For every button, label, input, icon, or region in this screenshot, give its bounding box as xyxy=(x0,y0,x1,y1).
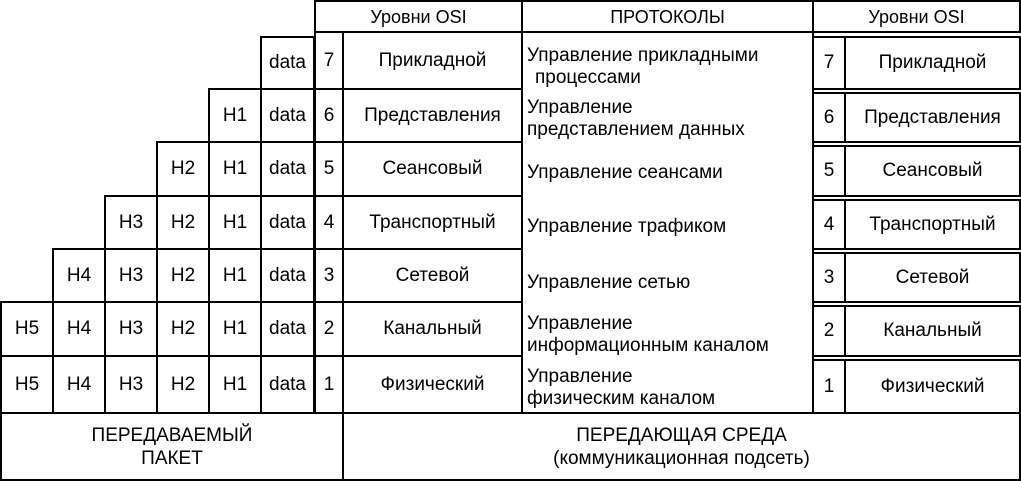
layer-name-left: Сеансовый xyxy=(342,141,523,197)
packet-header-cell: H2 xyxy=(156,248,210,303)
layer-name-left: Транспортный xyxy=(342,195,523,250)
transmission-medium-label: ПЕРЕДАЮЩАЯ СРЕДА (коммуникационная подсеть) xyxy=(342,412,1021,481)
layer-number-left: 7 xyxy=(314,31,344,90)
layer-number-left: 1 xyxy=(314,355,344,414)
layer-number-left: 2 xyxy=(314,301,344,357)
packet-header-cell: H3 xyxy=(104,301,158,357)
packet-header-cell: H4 xyxy=(52,301,106,357)
protocol-label: Управление прикладными процессами xyxy=(527,45,759,88)
packet-header-cell: H3 xyxy=(104,355,158,414)
layer-number-right: 5 xyxy=(812,145,846,197)
layer-name-right: Сетевой xyxy=(844,252,1021,303)
layer-name-left: Физический xyxy=(342,355,523,414)
layer-number-right: 2 xyxy=(812,305,846,357)
transmitted-packet-label: ПЕРЕДАВАЕМЫЙ ПАКЕТ xyxy=(0,412,344,481)
layer-number-right: 6 xyxy=(812,92,846,143)
layer-number-right: 7 xyxy=(812,36,846,90)
layer-name-right: Физический xyxy=(844,359,1021,414)
layer-number-left: 6 xyxy=(314,88,344,143)
packet-data-cell: data xyxy=(260,248,315,303)
packet-header-cell: H1 xyxy=(208,355,262,414)
layer-name-right: Транспортный xyxy=(844,199,1021,250)
layer-name-left: Представления xyxy=(342,88,523,143)
layer-number-right: 4 xyxy=(812,199,846,250)
packet-header-cell: H1 xyxy=(208,248,262,303)
layer-name-left: Канальный xyxy=(342,301,523,357)
header-osi-levels-left: Уровни OSI xyxy=(314,0,523,33)
packet-header-cell: H3 xyxy=(104,248,158,303)
layer-name-left: Прикладной xyxy=(342,31,523,90)
packet-header-cell: H4 xyxy=(52,248,106,303)
layer-number-right: 1 xyxy=(812,359,846,414)
packet-header-cell: H4 xyxy=(52,355,106,414)
layer-name-right: Представления xyxy=(844,92,1021,143)
packet-header-cell: H1 xyxy=(208,301,262,357)
protocol-label: Управление сетью xyxy=(527,272,691,293)
packet-header-cell: H2 xyxy=(156,355,210,414)
layer-name-right: Канальный xyxy=(844,305,1021,357)
protocol-label: Управление представлением данных xyxy=(527,97,745,140)
header-protocols: ПРОТОКОЛЫ xyxy=(521,0,814,33)
packet-header-cell: H1 xyxy=(208,195,262,250)
layer-name-left: Сетевой xyxy=(342,248,523,303)
layer-number-left: 4 xyxy=(314,195,344,250)
packet-header-cell: H5 xyxy=(0,301,54,357)
layer-number-left: 3 xyxy=(314,248,344,303)
packet-header-cell: H2 xyxy=(156,195,210,250)
packet-data-cell: data xyxy=(260,301,315,357)
protocol-label: Управление информационным каналом xyxy=(527,313,769,356)
packet-header-cell: H3 xyxy=(104,195,158,250)
layer-number-right: 3 xyxy=(812,252,846,303)
protocol-label: Управление физическим каналом xyxy=(527,366,716,409)
header-osi-levels-right: Уровни OSI xyxy=(812,0,1021,33)
packet-data-cell: data xyxy=(260,141,315,197)
protocol-label: Управление сеансами xyxy=(527,162,723,183)
packet-header-cell: H2 xyxy=(156,141,210,197)
packet-data-cell: data xyxy=(260,195,315,250)
packet-header-cell: H1 xyxy=(208,141,262,197)
layer-name-right: Сеансовый xyxy=(844,145,1021,197)
packet-data-cell: data xyxy=(260,88,315,143)
packet-header-cell: H1 xyxy=(208,88,262,143)
packet-header-cell: H5 xyxy=(0,355,54,414)
protocol-label: Управление трафиком xyxy=(527,216,727,237)
packet-data-cell: data xyxy=(260,355,315,414)
layer-number-left: 5 xyxy=(314,141,344,197)
packet-data-cell: data xyxy=(260,36,315,90)
packet-header-cell: H2 xyxy=(156,301,210,357)
layer-name-right: Прикладной xyxy=(844,36,1021,90)
